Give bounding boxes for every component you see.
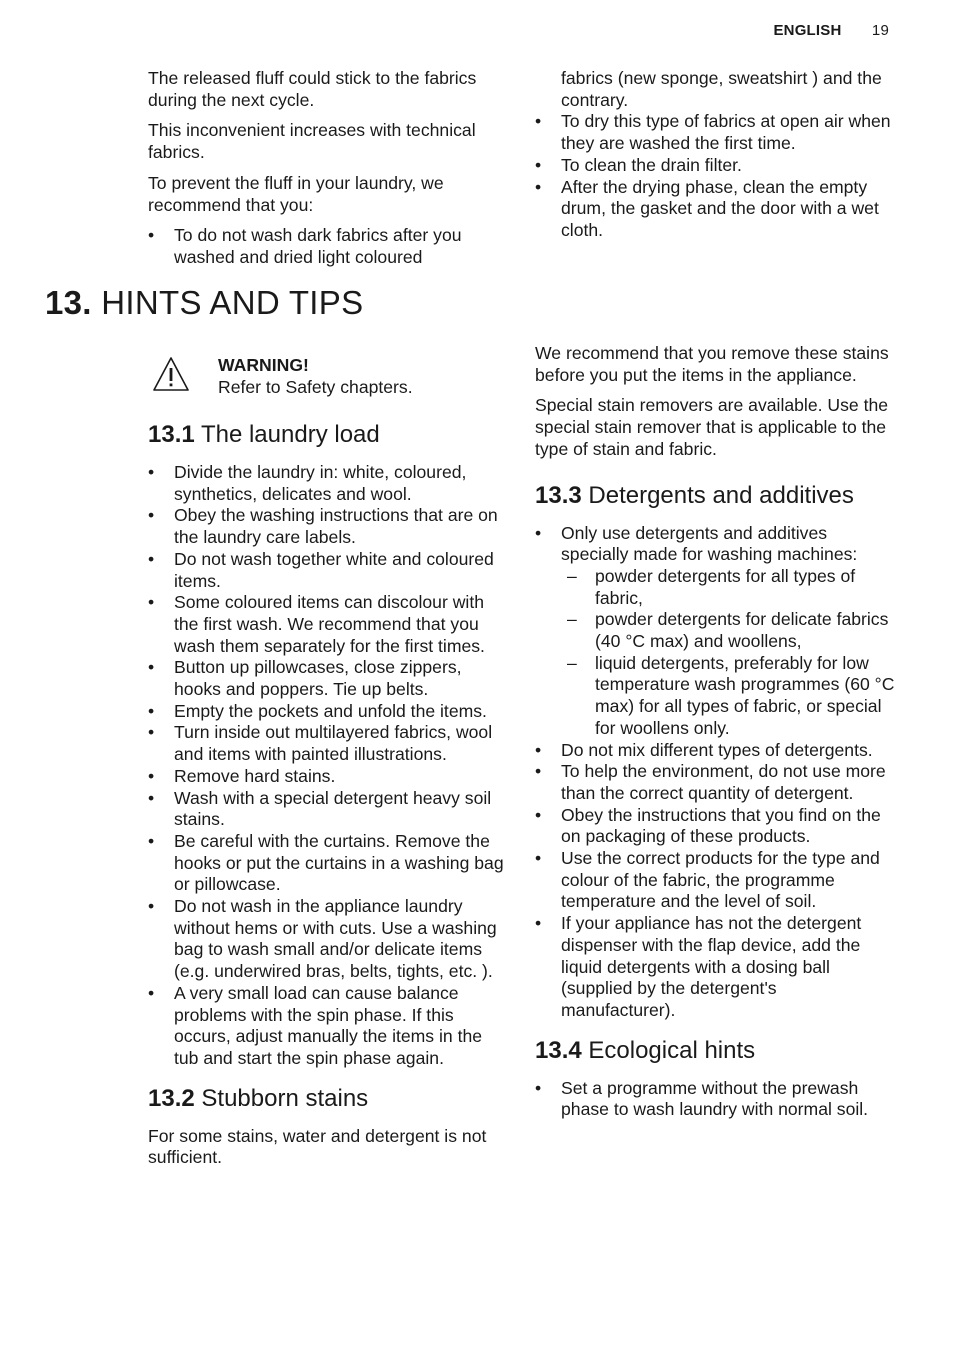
list-item: • Use the correct products for the type and colour of the fabric, the programme temperature and the level of soil.	[535, 848, 895, 913]
bullet-list	[148, 225, 504, 268]
warning-icon	[152, 356, 190, 392]
list-item: • Wash with a special detergent heavy soil stains.	[148, 788, 504, 831]
section-number: 13.3	[535, 481, 582, 509]
paragraph: We recommend that you remove these stains before you put the items in the appliance.	[535, 343, 889, 385]
list-item	[535, 523, 895, 740]
bullet-list	[535, 111, 895, 241]
sub-list-item: – powder detergents for delicate fabrics (40 °C max) and woollens,	[561, 609, 895, 652]
left-column	[148, 354, 504, 1178]
list-item: • Do not wash together white and coloured items.	[148, 549, 504, 592]
section-heading-13-3	[535, 481, 895, 511]
right-column	[535, 343, 895, 1130]
section-number: 13.4	[535, 1036, 582, 1064]
section-title: Ecological hints	[588, 1036, 756, 1064]
language-label: ENGLISH	[773, 22, 842, 39]
bullet-list	[148, 462, 504, 1070]
list-item: • If your appliance has not the detergent dispenser with the flap device, add the liquid detergents with a dosing ball (supplied by the detergent's manufacturer).	[535, 913, 895, 1022]
sub-list-item: – liquid detergents, preferably for low temperature wash programmes (60 °C max) for all types of fabric, or special for woollens only.	[561, 653, 895, 740]
chapter-title	[45, 284, 363, 322]
warning-box	[148, 354, 504, 398]
list-item: • To help the environment, do not use more than the correct quantity of detergent.	[535, 761, 895, 804]
section-title: The laundry load	[200, 421, 380, 448]
top-right-column	[535, 68, 895, 251]
list-item: • To dry this type of fabrics at open air when they are washed the first time.	[535, 111, 895, 154]
list-item: • Set a programme without the prewash phase to wash laundry with normal soil.	[535, 1078, 895, 1121]
section-heading-13-2	[148, 1084, 504, 1114]
list-item: • A very small load can cause balance problems with the spin phase. If this occurs, adjust manually the items in the tub and start the spin phase again.	[148, 983, 504, 1070]
paragraph: Special stain removers are available. Use the special stain remover that is applicable to the type of stain and fabric.	[535, 395, 889, 459]
list-item: • Empty the pockets and unfold the items.	[148, 701, 504, 723]
paragraph: The released fluff could stick to the fabrics during the next cycle.	[148, 68, 477, 110]
paragraph: This inconvenient increases with technical fabrics.	[148, 120, 476, 163]
section-title: Stubborn stains	[201, 1084, 369, 1112]
list-item-continuation: fabrics (new sponge, sweatshirt ) and the contrary.	[561, 68, 882, 110]
bullet-list	[535, 1078, 895, 1121]
warning-text-block	[218, 354, 413, 398]
list-item-text: Only use detergents and additives specially made for washing machines:	[561, 522, 858, 565]
page-header	[773, 22, 889, 39]
list-item: • Do not wash in the appliance laundry without hems or with cuts. Use a washing bag to wash small and/or delicate items (e.g. underwired bras, belts, tights, etc. ).	[148, 896, 504, 983]
page-number: 19	[871, 22, 889, 39]
bullet-list	[535, 523, 895, 1022]
list-item: • Button up pillowcases, close zippers, hooks and poppers. Tie up belts.	[148, 657, 504, 700]
paragraph: To prevent the fluff in your laundry, we recommend that you:	[148, 172, 444, 215]
chapter-title-text: HINTS AND TIPS	[101, 284, 364, 321]
list-item: • Obey the washing instructions that are on the laundry care labels.	[148, 505, 504, 548]
section-heading-13-4	[535, 1036, 895, 1066]
sub-list-item: – powder detergents for all types of fabric,	[561, 566, 895, 609]
warning-title: WARNING!	[218, 355, 309, 375]
section-number: 13.1	[148, 421, 195, 448]
list-item: • To clean the drain filter.	[535, 155, 895, 177]
section-title: Detergents and additives	[588, 481, 854, 509]
list-item: • Turn inside out multilayered fabrics, wool and items with painted illustrations.	[148, 722, 504, 765]
section-number: 13.2	[148, 1084, 195, 1112]
list-item: • Remove hard stains.	[148, 766, 504, 788]
paragraph: For some stains, water and detergent is not sufficient.	[148, 1125, 487, 1168]
warning-text: Refer to Safety chapters.	[218, 377, 413, 397]
list-item: • Obey the instructions that you find on the on packaging of these products.	[535, 805, 895, 848]
section-heading-13-1	[148, 420, 504, 450]
list-item: • After the drying phase, clean the empty drum, the gasket and the door with a wet cloth.	[535, 177, 895, 242]
list-item: • To do not wash dark fabrics after you washed and dried light coloured	[148, 225, 504, 268]
sub-bullet-list	[561, 566, 895, 740]
list-item: • Divide the laundry in: white, coloured, synthetics, delicates and wool.	[148, 462, 504, 505]
chapter-number: 13.	[45, 284, 92, 321]
list-item: • Some coloured items can discolour with the first wash. We recommend that you wash them separately for the first times.	[148, 592, 504, 657]
list-item: • Do not mix different types of detergents.	[535, 740, 895, 762]
top-left-column	[148, 68, 504, 278]
list-item: • Be careful with the curtains. Remove the hooks or put the curtains in a washing bag or pillowcase.	[148, 831, 504, 896]
